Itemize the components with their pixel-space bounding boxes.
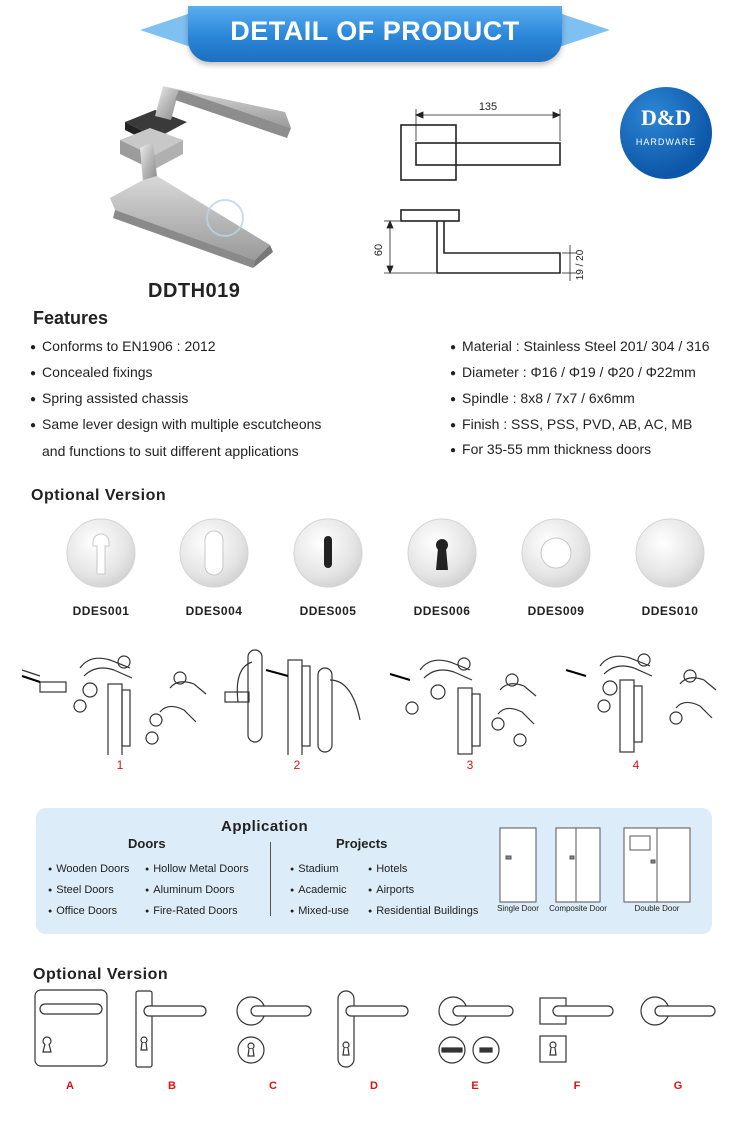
feature-left-2: ● Concealed fixings (30, 364, 153, 380)
feature-left-4-continuation: and functions to suit different applications (42, 443, 299, 459)
option-a-drawing (35, 990, 107, 1066)
option-letter-a: A (66, 1080, 74, 1092)
option-letter-c: C (269, 1080, 277, 1092)
double-door-illustration (624, 828, 690, 902)
diagram-2 (225, 650, 360, 755)
feature-right-2: ● Diameter : Φ16 / Φ19 / Φ20 / Φ22mm (450, 364, 696, 380)
option-letter-b: B (168, 1080, 176, 1092)
header-banner (140, 0, 610, 70)
dim-thickness: 19 / 20 (575, 249, 586, 281)
option-f-drawing (540, 998, 613, 1062)
rose-label-1: DDES001 (72, 604, 130, 618)
product-model: DDTH019 (148, 280, 241, 302)
rose-label-3: DDES005 (299, 604, 357, 618)
dim-width: 135 (478, 101, 498, 113)
project-item-3: ● Academic (290, 884, 347, 896)
door-item-1: ● Wooden Doors (48, 863, 129, 875)
application-title: Application (221, 818, 309, 835)
option-g-drawing (641, 997, 715, 1025)
door-item-6: ● Fire-Rated Doors (145, 905, 238, 917)
rose-row (0, 518, 750, 598)
optional-version-title-2: Optional Version (33, 966, 169, 983)
rose-label-5: DDES009 (527, 604, 585, 618)
rose-ddes005 (294, 519, 362, 587)
rose-ddes004 (180, 519, 248, 587)
door-type-illustrations (490, 822, 700, 904)
page-title: DETAIL OF PRODUCT (230, 16, 520, 46)
option-letter-e: E (471, 1080, 479, 1092)
diagram-number-1: 1 (116, 758, 124, 772)
feature-right-5: ● For 35-55 mm thickness doors (450, 441, 651, 457)
option-b-drawing (136, 991, 206, 1067)
project-item-5: ● Mixed-use (290, 905, 349, 917)
handle-options-row (0, 988, 750, 1073)
doors-title: Doors (128, 836, 166, 851)
project-item-2: ● Hotels (368, 863, 407, 875)
rose-ddes006 (408, 519, 476, 587)
door-type-single: Single Door (497, 904, 539, 913)
diagram-4 (566, 654, 716, 752)
dim-height: 60 (373, 243, 385, 257)
option-d-drawing (338, 991, 408, 1067)
logo-main-text: D&D (640, 105, 692, 130)
projects-title: Projects (336, 836, 388, 851)
door-item-4: ● Aluminum Doors (145, 884, 235, 896)
single-door-illustration (500, 828, 536, 902)
diagram-1 (22, 656, 206, 755)
rose-ddes009 (522, 519, 590, 587)
option-letter-d: D (370, 1080, 378, 1092)
option-c-drawing (237, 997, 311, 1063)
feature-right-4: ● Finish : SSS, PSS, PVD, AB, AC, MB (450, 416, 692, 432)
project-item-1: ● Stadium (290, 863, 339, 875)
features-title: Features (33, 308, 109, 328)
logo-sub-text: HARDWARE (635, 137, 697, 147)
door-item-5: ● Office Doors (48, 905, 117, 917)
diagram-3 (390, 658, 536, 754)
brand-logo (620, 87, 712, 179)
product-photo (95, 80, 295, 275)
diagram-number-4: 4 (632, 758, 640, 772)
rose-ddes001 (67, 519, 135, 587)
door-type-double: Double Door (634, 904, 680, 913)
feature-left-3: ● Spring assisted chassis (30, 390, 188, 406)
diagram-number-3: 3 (466, 758, 474, 772)
option-e-drawing (439, 997, 513, 1063)
option-letter-f: F (573, 1080, 581, 1092)
rose-label-6: DDES010 (641, 604, 699, 618)
option-letter-g: G (673, 1080, 683, 1092)
project-item-4: ● Airports (368, 884, 414, 896)
composite-door-illustration (556, 828, 600, 902)
rose-ddes010 (636, 519, 704, 587)
feature-left-4: ● Same lever design with multiple escutcheons (30, 416, 321, 432)
door-item-2: ● Hollow Metal Doors (145, 863, 249, 875)
application-divider (270, 842, 271, 916)
door-type-composite: Composite Door (549, 904, 607, 913)
rose-label-2: DDES004 (185, 604, 243, 618)
feature-left-1: ● Conforms to EN1906 : 2012 (30, 338, 216, 354)
installation-diagrams (0, 640, 750, 755)
feature-right-1: ● Material : Stainless Steel 201/ 304 / 316 (450, 338, 710, 354)
optional-version-title-1: Optional Version (31, 487, 167, 504)
technical-drawing (370, 95, 590, 290)
door-item-3: ● Steel Doors (48, 884, 114, 896)
diagram-number-2: 2 (293, 758, 301, 772)
project-item-6: ● Residential Buildings (368, 905, 478, 917)
rose-label-4: DDES006 (413, 604, 471, 618)
feature-right-3: ● Spindle : 8x8 / 7x7 / 6x6mm (450, 390, 635, 406)
